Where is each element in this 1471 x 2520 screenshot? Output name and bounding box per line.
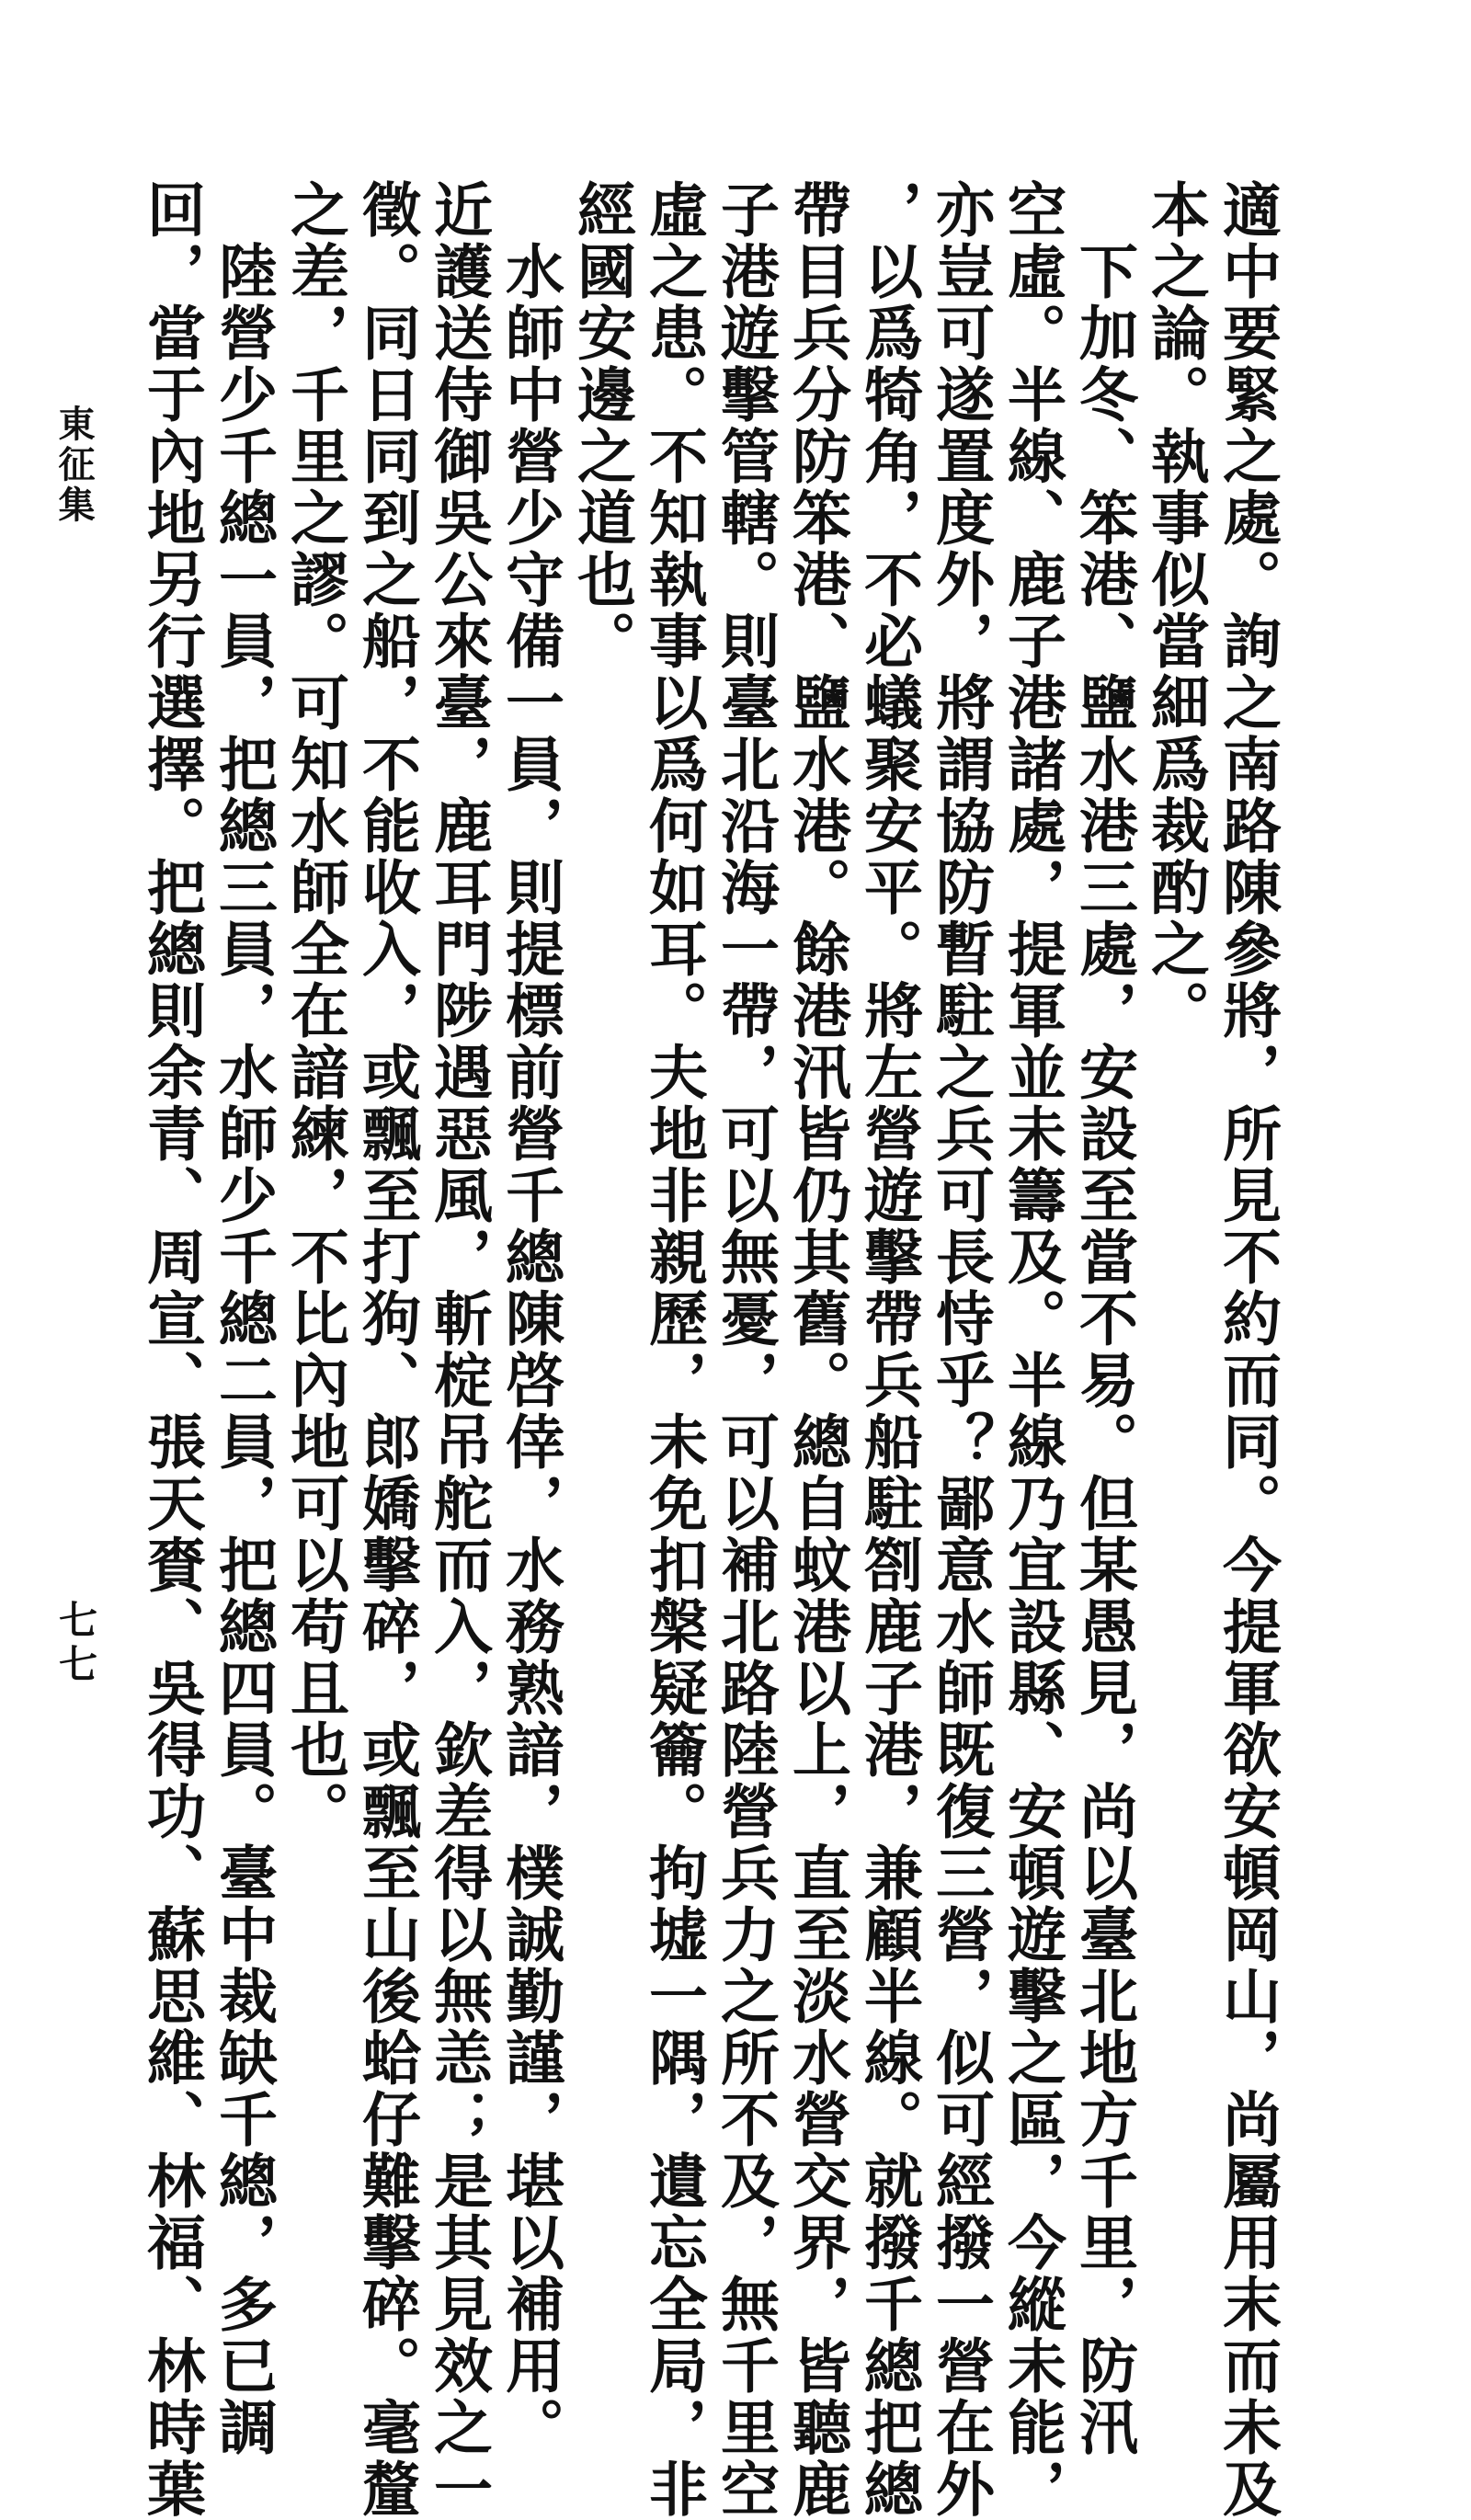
text-column-16: 回，當于內地另行選擇。把總則余青、周宣、張天賚、吳得功、蘇思維、林福、林時葉 <box>137 179 206 2520</box>
text-column-4: 空虛。半線、鹿子港諸處，提軍並未籌及。半線乃宜設縣、安頓遊擊之區，今縱未能， <box>998 179 1066 2520</box>
text-column-15: 陸營少千總一員，把總三員，水師少千總二員，把總四員。臺中裁缺千總，多已調 <box>209 179 278 2458</box>
text-column-12: 近護送侍御吳公來臺，鹿耳門陟遇惡風，斬椗吊舵而入，欽差得以無恙；是其見效之一 <box>424 179 493 2520</box>
text-column-8: 子港遊擊管轄。則臺北沿海一帶，可以無憂，可以補北路陸營兵力之所不及，無千里空 <box>711 179 780 2520</box>
main-text-block <box>135 179 1283 2520</box>
text-column-1: 適中要緊之處。詢之南路陳參將，所見不約而同。今提軍欲安頓岡山，尚屬用末而未及 <box>1213 179 1282 2520</box>
text-column-2: 本之論。執事似當細爲裁酌之。 <box>1141 179 1210 1042</box>
text-column-13: 徵。同日同到之船，不能收入，或飄至打狗、郎嬌擊碎，或飄至山後蛤仔難擊碎。毫釐 <box>352 179 421 2520</box>
text-column-5: 亦豈可遂置度外，將謂協防暫駐之兵可長恃乎？鄙意水師既復三營，似可經撥一營在外 <box>926 179 995 2520</box>
text-column-9: 虛之患。不知執事以爲何如耳。夫地非親歷，未免扣槃疑籥。拘墟一隅，遺忘全局，非 <box>639 179 708 2520</box>
text-column-3: 下加冬、笨港、鹽水港三處，安設至當不易。但某愚見，尚以臺北地方千里，防汛 <box>1069 179 1138 2458</box>
text-column-6: ，以爲犄角，不必蟻聚安平。將左營遊擊帶兵船駐劄鹿子港，兼顧半線。就撥千總把總 <box>854 179 923 2520</box>
page-number: 七七 <box>53 1600 98 1688</box>
text-column-11: 水師中營少守備一員，則提標前營千總陳啓倖，水務熟諳，樸誠勤謹，堪以補用。 <box>496 179 564 2458</box>
text-column-10: 經國安邊之道也。 <box>567 179 636 672</box>
book-title: 東征集 <box>52 405 96 526</box>
text-column-14: 之差，千里之謬。可知水師全在諳練，不比內地可以苟且也。 <box>280 179 349 1842</box>
text-column-7: 帶目兵分防笨港、鹽水港。餘港汛皆仍其舊。總自蚊港以上，直至淡水營交界，皆聽鹿 <box>782 179 851 2520</box>
